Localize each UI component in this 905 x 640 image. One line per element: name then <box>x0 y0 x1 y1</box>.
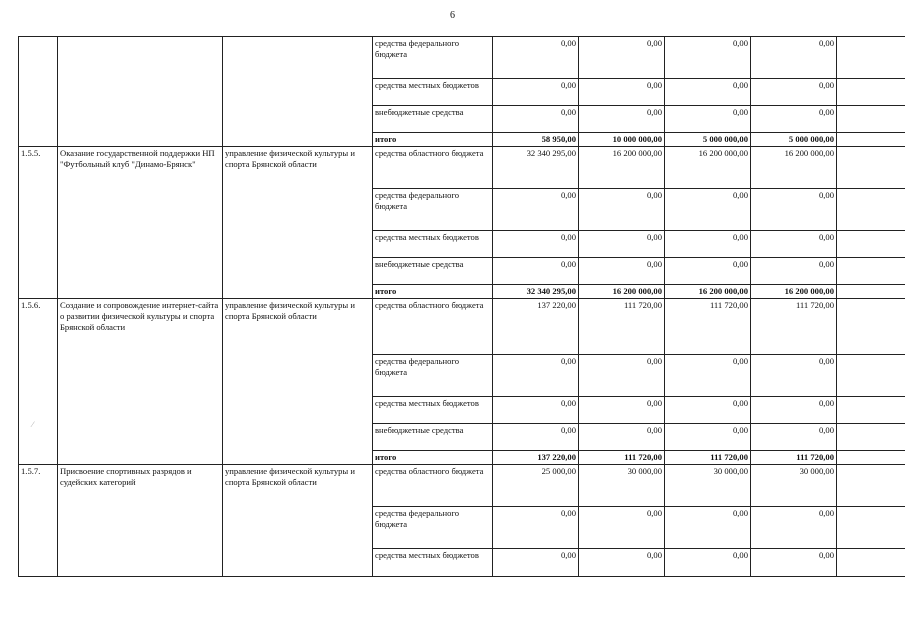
amount-cell: 32 340 295,00 <box>493 285 579 299</box>
amount-cell: 0,00 <box>493 424 579 451</box>
item-name: Создание и сопровождение интернет-сайта о развитии физической культуры и спорта Брянской области <box>58 299 223 465</box>
amount-cell: 0,00 <box>751 106 837 133</box>
amount-cell: 0,00 <box>751 189 837 231</box>
scan-artifact: ⁄ <box>32 420 34 429</box>
amount-cell: 10 000 000,00 <box>579 133 665 147</box>
item-code: 1.5.6. <box>19 299 58 465</box>
amount-cell: 0,00 <box>665 397 751 424</box>
funding-source: средства федерального бюджета <box>373 189 493 231</box>
funding-source: средства местных бюджетов <box>373 79 493 106</box>
amount-cell: 111 720,00 <box>751 299 837 355</box>
table-row <box>19 147 905 189</box>
amount-cell: 0,00 <box>751 549 837 577</box>
amount-cell: 0,00 <box>579 79 665 106</box>
empty-cell <box>837 465 905 507</box>
item-code: 1.5.5. <box>19 147 58 299</box>
empty-cell <box>837 189 905 231</box>
amount-cell: 0,00 <box>751 507 837 549</box>
amount-cell: 0,00 <box>665 549 751 577</box>
empty-cell <box>837 231 905 258</box>
funding-source: внебюджетные средства <box>373 106 493 133</box>
page-number: 6 <box>450 10 455 21</box>
empty-cell <box>837 451 905 465</box>
amount-cell: 0,00 <box>493 549 579 577</box>
amount-cell: 58 950,00 <box>493 133 579 147</box>
item-name <box>58 37 223 147</box>
amount-cell: 30 000,00 <box>579 465 665 507</box>
amount-cell: 0,00 <box>665 189 751 231</box>
amount-cell: 30 000,00 <box>751 465 837 507</box>
item-code <box>19 37 58 147</box>
amount-cell: 0,00 <box>579 231 665 258</box>
empty-cell <box>837 424 905 451</box>
amount-cell: 0,00 <box>751 231 837 258</box>
empty-cell <box>837 299 905 355</box>
amount-cell: 0,00 <box>665 106 751 133</box>
amount-cell: 137 220,00 <box>493 299 579 355</box>
amount-cell: 0,00 <box>579 397 665 424</box>
empty-cell <box>837 549 905 577</box>
amount-cell: 5 000 000,00 <box>665 133 751 147</box>
empty-cell <box>837 37 905 79</box>
funding-source: средства местных бюджетов <box>373 397 493 424</box>
amount-cell: 16 200 000,00 <box>751 147 837 189</box>
amount-cell: 0,00 <box>665 258 751 285</box>
amount-cell: 16 200 000,00 <box>665 285 751 299</box>
item-name: Оказание государственной поддержки НП "Футбольный клуб "Динамо-Брянск" <box>58 147 223 299</box>
amount-cell: 137 220,00 <box>493 451 579 465</box>
funding-source: итого <box>373 285 493 299</box>
funding-source: итого <box>373 133 493 147</box>
amount-cell: 0,00 <box>579 424 665 451</box>
funding-source: средства местных бюджетов <box>373 549 493 577</box>
funding-source: внебюджетные средства <box>373 424 493 451</box>
funding-source: средства федерального бюджета <box>373 507 493 549</box>
amount-cell: 0,00 <box>579 189 665 231</box>
amount-cell: 0,00 <box>493 355 579 397</box>
empty-cell <box>837 106 905 133</box>
amount-cell: 0,00 <box>493 507 579 549</box>
amount-cell: 0,00 <box>579 258 665 285</box>
empty-cell <box>837 79 905 106</box>
funding-source: внебюджетные средства <box>373 258 493 285</box>
amount-cell: 0,00 <box>493 397 579 424</box>
amount-cell: 25 000,00 <box>493 465 579 507</box>
amount-cell: 0,00 <box>579 106 665 133</box>
amount-cell: 0,00 <box>493 258 579 285</box>
item-name: Присвоение спортивных разрядов и судейских категорий <box>58 465 223 577</box>
amount-cell: 0,00 <box>665 355 751 397</box>
amount-cell: 0,00 <box>493 37 579 79</box>
amount-cell: 16 200 000,00 <box>579 285 665 299</box>
funding-source: средства областного бюджета <box>373 465 493 507</box>
amount-cell: 32 340 295,00 <box>493 147 579 189</box>
item-executor: управление физической культуры и спорта Брянской области <box>223 465 373 577</box>
amount-cell: 5 000 000,00 <box>751 133 837 147</box>
amount-cell: 0,00 <box>493 189 579 231</box>
amount-cell: 111 720,00 <box>665 451 751 465</box>
empty-cell <box>837 147 905 189</box>
table-row <box>19 37 905 79</box>
amount-cell: 111 720,00 <box>579 451 665 465</box>
amount-cell: 30 000,00 <box>665 465 751 507</box>
amount-cell: 0,00 <box>493 231 579 258</box>
amount-cell: 0,00 <box>579 507 665 549</box>
amount-cell: 0,00 <box>751 355 837 397</box>
item-code: 1.5.7. <box>19 465 58 577</box>
amount-cell: 111 720,00 <box>665 299 751 355</box>
amount-cell: 111 720,00 <box>751 451 837 465</box>
amount-cell: 0,00 <box>665 424 751 451</box>
amount-cell: 0,00 <box>493 79 579 106</box>
funding-source: средства федерального бюджета <box>373 37 493 79</box>
table-body <box>19 37 905 577</box>
empty-cell <box>837 397 905 424</box>
amount-cell: 0,00 <box>665 79 751 106</box>
amount-cell: 0,00 <box>665 507 751 549</box>
amount-cell: 0,00 <box>751 79 837 106</box>
amount-cell: 0,00 <box>751 258 837 285</box>
amount-cell: 0,00 <box>665 231 751 258</box>
amount-cell: 0,00 <box>665 37 751 79</box>
empty-cell <box>837 355 905 397</box>
funding-source: средства областного бюджета <box>373 147 493 189</box>
funding-source: средства федерального бюджета <box>373 355 493 397</box>
funding-source: средства областного бюджета <box>373 299 493 355</box>
funding-source: средства местных бюджетов <box>373 231 493 258</box>
empty-cell <box>837 258 905 285</box>
amount-cell: 0,00 <box>751 37 837 79</box>
amount-cell: 16 200 000,00 <box>579 147 665 189</box>
amount-cell: 0,00 <box>493 106 579 133</box>
table-row <box>19 465 905 507</box>
empty-cell <box>837 133 905 147</box>
empty-cell <box>837 285 905 299</box>
amount-cell: 16 200 000,00 <box>751 285 837 299</box>
amount-cell: 0,00 <box>579 37 665 79</box>
item-executor: управление физической культуры и спорта Брянской области <box>223 299 373 465</box>
amount-cell: 0,00 <box>751 424 837 451</box>
amount-cell: 0,00 <box>751 397 837 424</box>
item-executor <box>223 37 373 147</box>
budget-table <box>18 36 905 577</box>
amount-cell: 111 720,00 <box>579 299 665 355</box>
table-row <box>19 299 905 355</box>
amount-cell: 0,00 <box>579 549 665 577</box>
amount-cell: 0,00 <box>579 355 665 397</box>
amount-cell: 16 200 000,00 <box>665 147 751 189</box>
funding-source: итого <box>373 451 493 465</box>
empty-cell <box>837 507 905 549</box>
item-executor: управление физической культуры и спорта Брянской области <box>223 147 373 299</box>
